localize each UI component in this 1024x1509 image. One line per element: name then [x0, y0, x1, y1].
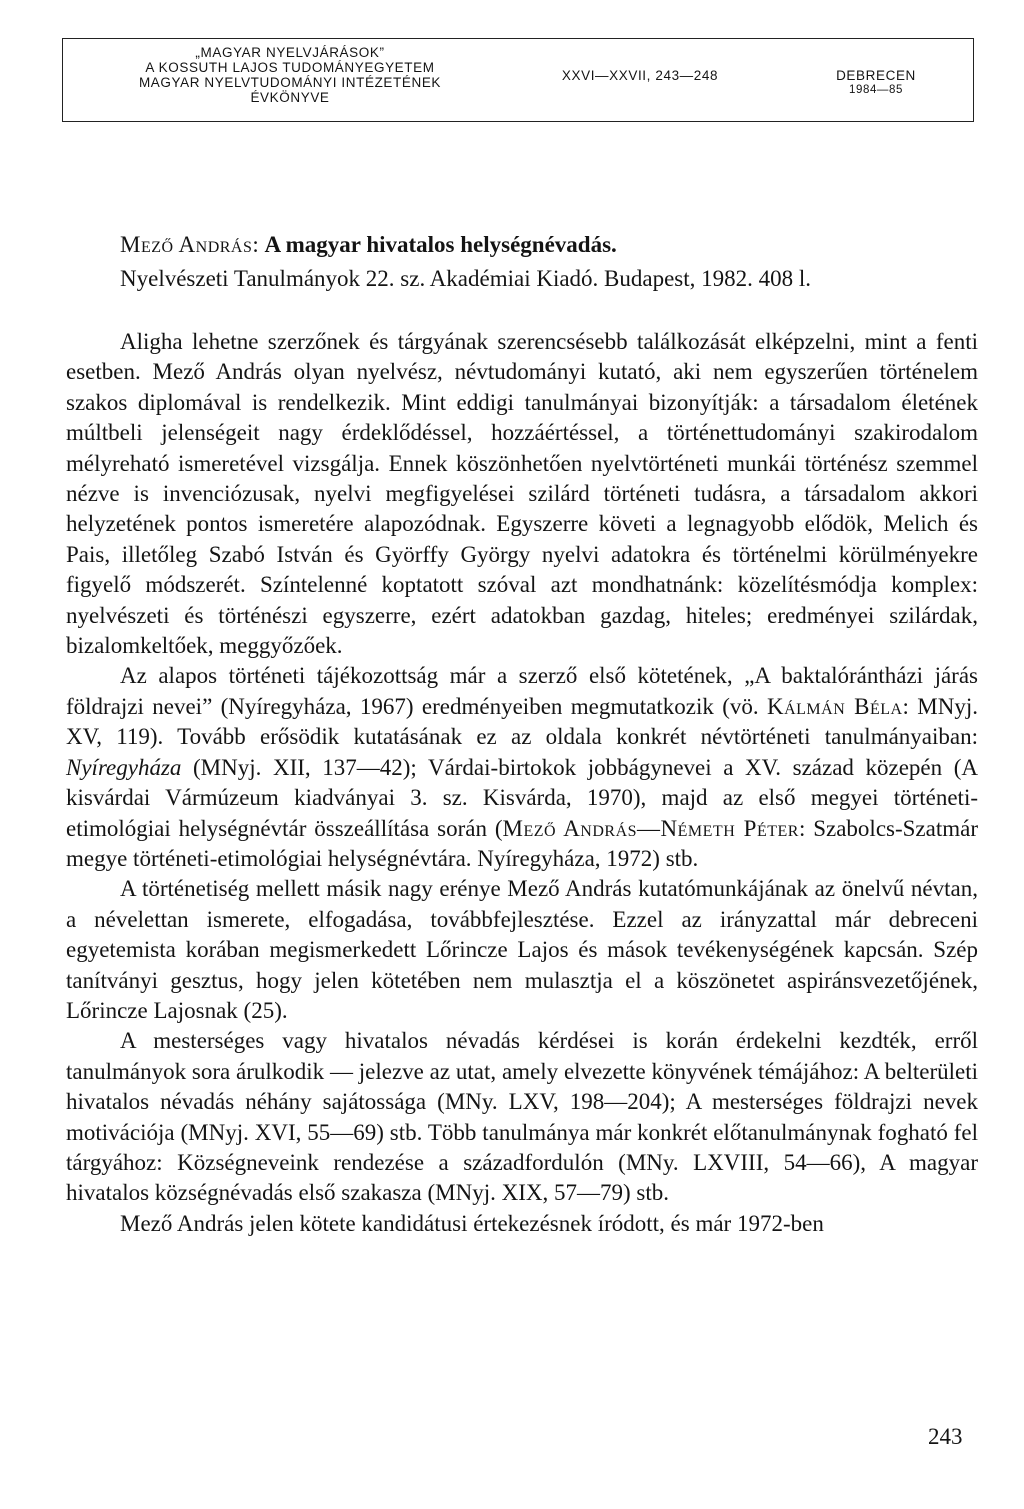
journal-header — [62, 38, 974, 122]
paragraph: A mesterséges vagy hivatalos névadás kérdései is korán érdekelni kezdték, erről tanulmányok sora árulkodik — jelezve az utat, amely elvezette könyvének témájához: A belterületi hivatalos névadás néhány sajátossága (MNy. LXV, 198—204); A mesterséges földrajzi nevek motivációja (MNyj. XVI, 55—69) stb. Több tanulmánya már konkrét előtanulmánynak fogható fel tárgyához: Községneveink rendezése a századfordulón (MNy. LXVIII, 54—66), A magyar hivatalos községnévadás első szakasza (MNyj. XIX, 57—79) stb. — [66, 1028, 978, 1206]
volume-pages: XXVI—XXVII, 243—248 — [561, 68, 719, 83]
page-number: 243 — [928, 1424, 963, 1449]
citation-details: Nyelvészeti Tanulmányok 22. sz. Akadémiai Kiadó. Budapest, 1982. 408 l. — [120, 266, 812, 291]
paragraph: Mező András jelen kötete kandidátusi értekezésnek íródott, és már 1972-ben — [120, 1210, 824, 1236]
paragraph: Aligha lehetne szerzőnek és tárgyának szerencsésebb találkozását elképzelni, mint a fenti esetben. Mező András olyan nyelvész, névtudományi kutató, aki nem egyszerűen történelem szakos diplomával is rendelkezik. Mint eddigi tanulmányai bizonyítják: a társadalom életének múltbeli jelenségeit nagy érdeklődéssel, hozzáértéssel, a történettudományi szakirodalom mélyreható ismeretével vizsgálja. Ennek köszönhetően nyelvtörténeti munkái történész szemmel nézve is invenciózusak, nyelvi megfigyelései szilárd történeti tudásra, a társadalom akkori helyzetének pontos ismeretére alapozódnak. Egyszerre követi a legnagyobb elődök, Melich és Pais, illetőleg Szabó István és Györffy György nyelvi adatokra és történelmi körülményekre figyelő módszerét. Színtelenné koptatott szóval azt mondhatnánk: közelítésmódja komplex: nyelvészeti és történészi egyszerre, ezért adatokban gazdag, hiteles; eredményei szilárdak, bizalomkeltőek, meggyőzőek. — [66, 329, 978, 659]
series-line: „MAGYAR NYELVJÁRÁSOK” — [195, 45, 385, 60]
citation-line-1: Mező András: A magyar hivatalos helységnévadás. — [120, 232, 617, 257]
reviewed-title: A magyar hivatalos helységnévadás. — [264, 232, 617, 257]
book-citation — [120, 228, 980, 296]
paragraph: Az alapos történeti tájékozottság már a szerző első kötetének, „A baktalórántházi járás földrajzi nevei” (Nyíregyháza, 1967) eredményeiben megmutatkozik (vö. Kálmán Béla: MNyj. XV, 119). Tovább erősödik kutatásának ez az oldala konkrét névtörténeti tanulmányaiban: Nyíregyháza (MNyj. XII, 137—42); Várdai-birtokok jobbágynevei a XV. század közepén (A kisvárdai Vármúzeum kiadványai 3. sz. Kisvárda, 1970), majd az első megyei történeti-etimológiai helységnévtár összeállítása során (Mező András—Németh Péter: Szabolcs-Szatmár megye történeti-etimológiai helységnévtára. Nyíregyháza, 1972) stb. — [66, 663, 978, 871]
series-line: ÉVKÖNYVE — [250, 90, 330, 105]
reviewed-author: Mező András — [120, 232, 253, 257]
cited-author: Kálmán Béla — [766, 693, 903, 719]
series-line: MAGYAR NYELVTUDOMÁNYI INTÉZETÉNEK — [138, 75, 442, 90]
review-body — [66, 327, 978, 1239]
paragraph: A történetiség mellett másik nagy erénye Mező András kutatómunkájának az önelvű névtan, a névelettan ismerete, elfogadása, továbbfejlesztése. Ezzel az irányzattal már debreceni egyetemista korában megismerkedett Lőrincze Lajos és mások tevékenységének kapcsán. Szép tanítványi gesztus, hogy jelen kötetében nem mulasztja el a köszönetet aspiránsvezetőjének, Lőrincze Lajosnak (25). — [66, 876, 978, 1023]
publication-city: DEBRECEN — [836, 68, 916, 83]
journal-series-title — [75, 45, 505, 105]
cited-title: Nyíregyháza — [66, 754, 182, 780]
cited-author: Mező András—Németh Péter — [502, 815, 799, 841]
publication-place-years — [791, 68, 961, 98]
series-line: A KOSSUTH LAJOS TUDOMÁNYEGYETEM — [145, 60, 435, 75]
publication-years: 1984—85 — [848, 84, 904, 96]
